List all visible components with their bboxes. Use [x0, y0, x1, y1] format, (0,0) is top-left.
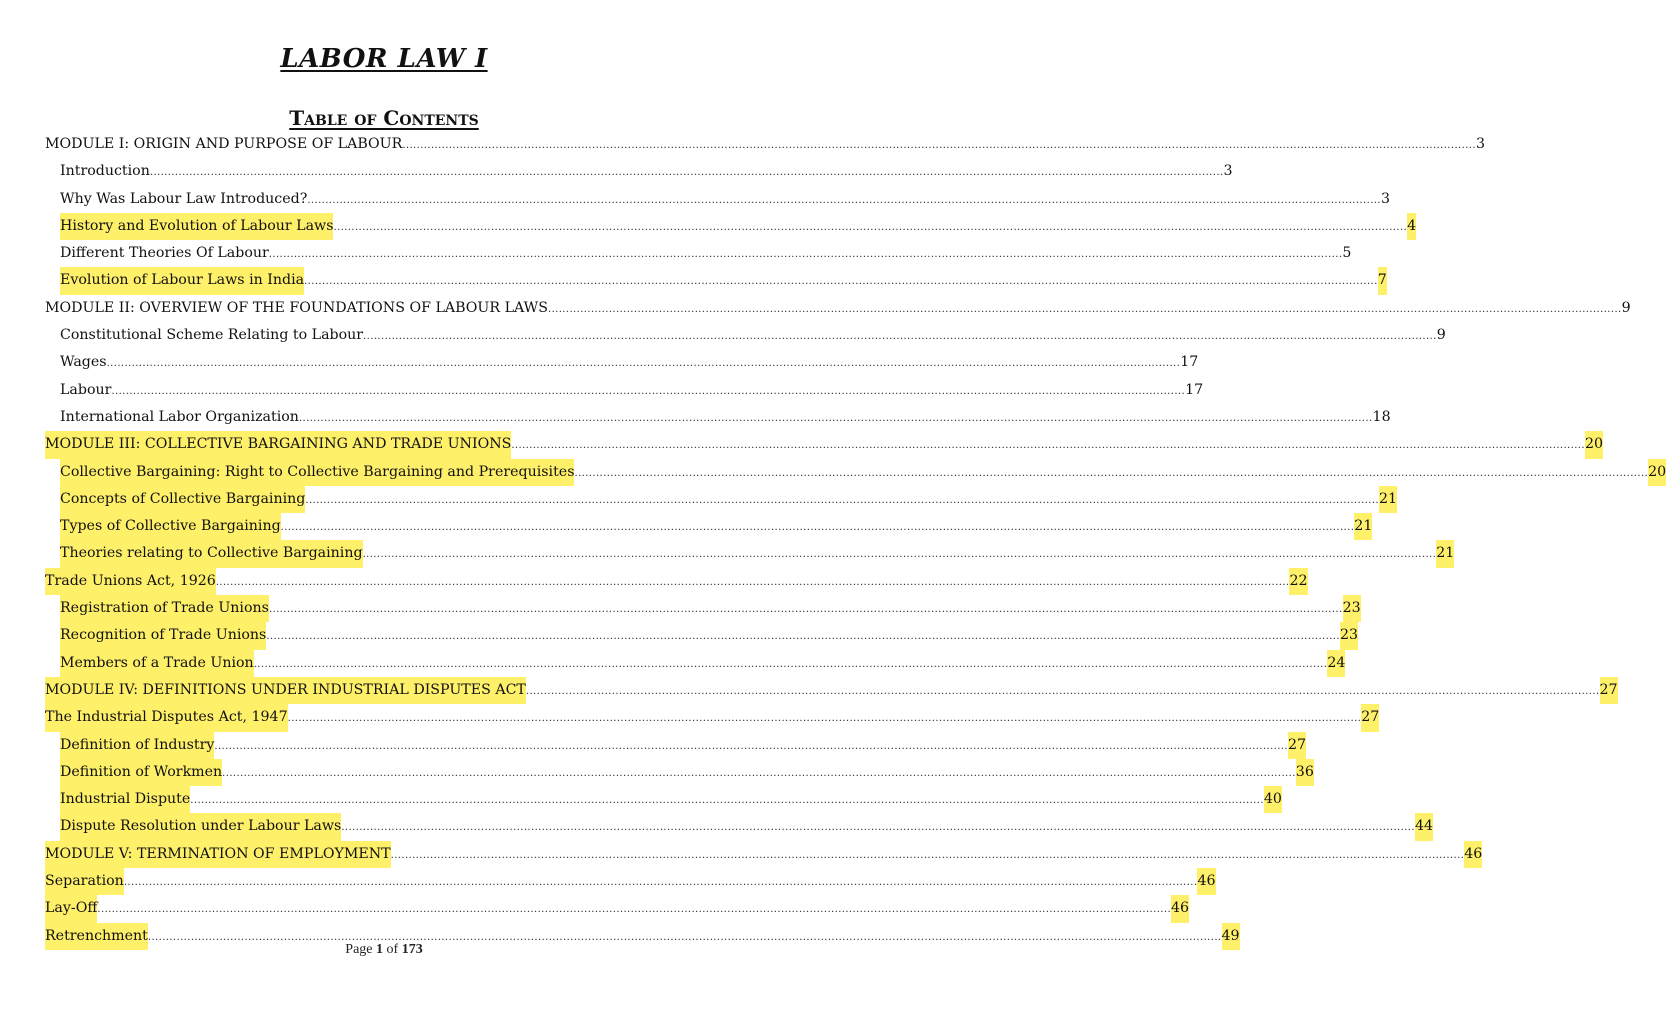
toc-entry[interactable]: [45, 759, 1314, 786]
page-footer: [0, 942, 768, 958]
toc-entry-page-number: 20: [1585, 431, 1603, 458]
toc-entry-page-number: 40: [1264, 786, 1282, 813]
toc-entry[interactable]: [45, 732, 1307, 759]
toc-entry-label: MODULE III: COLLECTIVE BARGAINING AND TRADE UNIONS: [45, 431, 511, 458]
toc-entry[interactable]: [45, 431, 1604, 458]
toc-entry-label: Why Was Labour Law Introduced?: [60, 190, 308, 207]
toc-leader-dots: ............................................................................................................................................................................................................................................................................................................: [390, 849, 1465, 861]
toc-entry-label: Constitutional Scheme Relating to Labour: [60, 327, 364, 344]
toc-leader-dots: ............................................................................................................................................................................................................................................................................................................: [149, 167, 1224, 179]
toc-entry[interactable]: [45, 295, 1631, 322]
document-title: LABOR LAW I: [280, 44, 488, 74]
toc-entry-page-number: 5: [1342, 245, 1352, 262]
toc-heading: Table of Contents: [289, 106, 479, 130]
toc-entry[interactable]: [45, 513, 1373, 540]
toc-entry[interactable]: [45, 540, 1455, 567]
toc-entry-label: Retrenchment: [45, 923, 148, 950]
toc-leader-dots: ............................................................................................................................................................................................................................................................................................................: [111, 385, 1186, 397]
toc-entry-page-number: 18: [1372, 408, 1391, 425]
toc-entry[interactable]: [45, 704, 1380, 731]
toc-entry-label: MODULE V: TERMINATION OF EMPLOYMENT: [45, 841, 391, 868]
toc-entry[interactable]: [45, 650, 1346, 677]
toc-entry-page-number: 46: [1197, 868, 1215, 895]
toc-entry-label: History and Evolution of Labour Laws: [60, 213, 333, 240]
toc-entry-page-number: 21: [1436, 540, 1454, 567]
toc-leader-dots: ............................................................................................................................................................................................................................................................................................................: [511, 440, 1585, 452]
toc-leader-dots: ............................................................................................................................................................................................................................................................................................................: [222, 767, 1296, 779]
toc-leader-dots: ............................................................................................................................................................................................................................................................................................................: [97, 904, 1172, 916]
toc-entry-label: Labour: [60, 381, 112, 398]
toc-entry-label: Theories relating to Collective Bargaining: [60, 540, 363, 567]
toc-entry-label: Evolution of Labour Laws in India: [60, 267, 304, 294]
toc-entry[interactable]: [45, 213, 1417, 240]
toc-entry[interactable]: [45, 322, 1446, 349]
toc-entry-label: Collective Bargaining: Right to Collective Bargaining and Prerequisites: [60, 459, 574, 486]
toc-entry[interactable]: [45, 486, 1398, 513]
toc-entry-page-number: 3: [1380, 190, 1390, 207]
toc-entry[interactable]: [45, 568, 1308, 595]
toc-leader-dots: ............................................................................................................................................................................................................................................................................................................: [547, 303, 1622, 315]
toc-entry[interactable]: [45, 786, 1282, 813]
table-of-contents: [45, 131, 1666, 950]
toc-entry[interactable]: [45, 622, 1359, 649]
toc-entry-page-number: 24: [1327, 650, 1345, 677]
toc-entry-page-number: 46: [1464, 841, 1482, 868]
toc-entry-label: Members of a Trade Union: [60, 650, 254, 677]
toc-entry-page-number: 46: [1171, 895, 1189, 922]
toc-entry[interactable]: [45, 349, 1199, 376]
toc-entry-label: Trade Unions Act, 1926: [45, 568, 216, 595]
toc-entry-label: Introduction: [60, 163, 150, 180]
toc-entry-label: Recognition of Trade Unions: [60, 622, 266, 649]
toc-entry-label: MODULE I: ORIGIN AND PURPOSE OF LABOUR: [45, 136, 403, 152]
toc-entry-label: MODULE IV: DEFINITIONS UNDER INDUSTRIAL DISPUTES ACT: [45, 677, 526, 704]
toc-entry-label: Concepts of Collective Bargaining: [60, 486, 305, 513]
toc-leader-dots: ............................................................................................................................................................................................................................................................................................................: [402, 140, 1476, 151]
toc-entry-page-number: 4: [1407, 213, 1416, 240]
toc-entry-label: Registration of Trade Unions: [60, 595, 269, 622]
toc-leader-dots: ............................................................................................................................................................................................................................................................................................................: [298, 412, 1373, 424]
toc-entry-label: Industrial Dispute: [60, 786, 190, 813]
toc-entry-page-number: 9: [1436, 327, 1446, 344]
toc-leader-dots: ............................................................................................................................................................................................................................................................................................................: [214, 740, 1289, 752]
toc-entry[interactable]: [45, 813, 1433, 840]
toc-entry-label: MODULE II: OVERVIEW OF THE FOUNDATIONS OF LABOUR LAWS: [45, 299, 548, 316]
toc-entry-label: Definition of Workmen: [60, 759, 222, 786]
toc-entry-page-number: 3: [1223, 163, 1233, 180]
toc-entry-page-number: 49: [1222, 923, 1240, 950]
toc-leader-dots: ............................................................................................................................................................................................................................................................................................................: [574, 467, 1649, 479]
toc-entry-page-number: 21: [1354, 513, 1372, 540]
toc-leader-dots: ............................................................................................................................................................................................................................................................................................................: [280, 522, 1355, 534]
toc-entry-page-number: 23: [1340, 622, 1358, 649]
footer-current-page: 1: [376, 942, 384, 957]
toc-entry-label: Wages: [60, 354, 107, 371]
toc-entry[interactable]: [45, 158, 1233, 185]
toc-leader-dots: ............................................................................................................................................................................................................................................................................................................: [147, 931, 1222, 943]
toc-entry[interactable]: [45, 404, 1391, 431]
toc-entry-label: Types of Collective Bargaining: [60, 513, 281, 540]
footer-page-word: Page: [345, 942, 373, 957]
toc-entry-page-number: 27: [1361, 704, 1379, 731]
toc-entry[interactable]: [45, 677, 1618, 704]
toc-entry-page-number: 22: [1289, 568, 1307, 595]
toc-leader-dots: ............................................................................................................................................................................................................................................................................................................: [190, 795, 1264, 807]
toc-entry[interactable]: [45, 240, 1352, 267]
toc-entry[interactable]: [45, 186, 1390, 213]
toc-entry[interactable]: [45, 377, 1204, 404]
toc-entry[interactable]: [45, 267, 1387, 294]
toc-leader-dots: ............................................................................................................................................................................................................................................................................................................: [268, 249, 1343, 261]
toc-leader-dots: ............................................................................................................................................................................................................................................................................................................: [287, 713, 1362, 725]
toc-entry[interactable]: [45, 595, 1361, 622]
toc-entry-page-number: 27: [1600, 677, 1618, 704]
footer-total-pages: 173: [401, 942, 423, 957]
toc-entry-label: Definition of Industry: [60, 732, 214, 759]
toc-leader-dots: ............................................................................................................................................................................................................................................................................................................: [341, 822, 1415, 834]
toc-entry-page-number: 23: [1343, 595, 1361, 622]
toc-entry-page-number: 7: [1378, 267, 1387, 294]
toc-entry[interactable]: [45, 841, 1483, 868]
toc-entry-page-number: 17: [1180, 354, 1199, 371]
toc-leader-dots: ............................................................................................................................................................................................................................................................................................................: [106, 358, 1181, 370]
toc-leader-dots: ............................................................................................................................................................................................................................................................................................................: [363, 331, 1437, 343]
toc-leader-dots: ............................................................................................................................................................................................................................................................................................................: [525, 685, 1600, 697]
footer-of-word: of: [386, 942, 399, 957]
toc-entry-label: Different Theories Of Labour: [60, 245, 269, 262]
toc-leader-dots: ............................................................................................................................................................................................................................................................................................................: [123, 877, 1198, 889]
toc-entry[interactable]: [45, 868, 1216, 895]
toc-entry-label: The Industrial Disputes Act, 1947: [45, 704, 288, 731]
toc-entry-label: Dispute Resolution under Labour Laws: [60, 813, 341, 840]
toc-leader-dots: ............................................................................................................................................................................................................................................................................................................: [305, 494, 1379, 506]
toc-entry-page-number: 27: [1288, 732, 1306, 759]
toc-entry-label: International Labor Organization: [60, 408, 299, 425]
toc-leader-dots: ............................................................................................................................................................................................................................................................................................................: [215, 576, 1290, 588]
toc-entry-page-number: 44: [1415, 813, 1433, 840]
toc-entry-page-number: 36: [1296, 759, 1314, 786]
toc-leader-dots: ............................................................................................................................................................................................................................................................................................................: [266, 631, 1340, 643]
toc-entry[interactable]: [45, 459, 1666, 486]
toc-leader-dots: ............................................................................................................................................................................................................................................................................................................: [307, 194, 1381, 206]
toc-leader-dots: ............................................................................................................................................................................................................................................................................................................: [268, 604, 1343, 616]
toc-entry[interactable]: [45, 895, 1190, 922]
toc-entry-page-number: 20: [1648, 459, 1666, 486]
toc-entry[interactable]: [45, 131, 1485, 158]
toc-entry-label: Lay-Off: [45, 895, 97, 922]
toc-leader-dots: ............................................................................................................................................................................................................................................................................................................: [362, 549, 1437, 561]
toc-entry-page-number: 17: [1185, 381, 1204, 398]
toc-leader-dots: ............................................................................................................................................................................................................................................................................................................: [253, 658, 1328, 670]
toc-entry-label: Separation: [45, 868, 124, 895]
toc-leader-dots: ............................................................................................................................................................................................................................................................................................................: [333, 221, 1408, 233]
toc-entry-page-number: 3: [1475, 136, 1485, 152]
toc-entry-page-number: 9: [1621, 299, 1631, 316]
toc-leader-dots: ............................................................................................................................................................................................................................................................................................................: [304, 276, 1378, 288]
toc-entry-page-number: 21: [1379, 486, 1397, 513]
